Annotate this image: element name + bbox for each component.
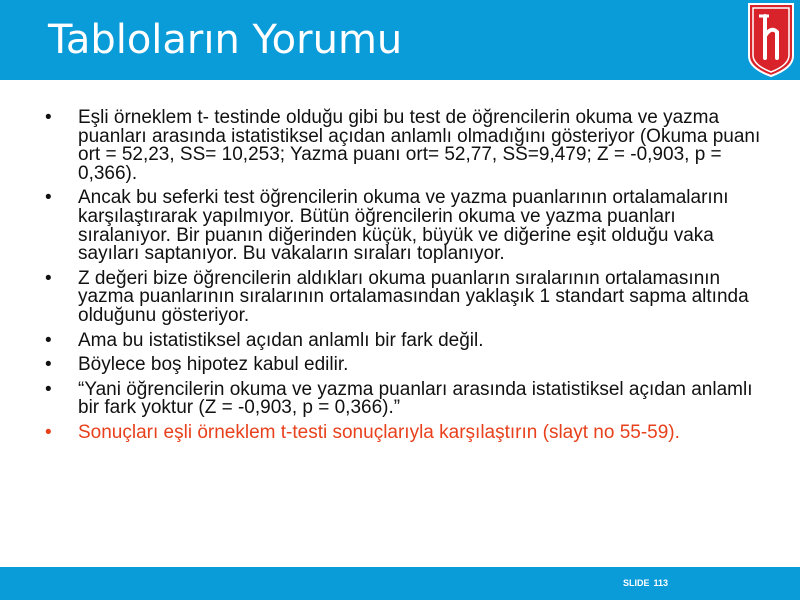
- bullet-marker: •: [45, 267, 52, 289]
- bullet-list: [45, 109, 765, 449]
- bullet-marker: •: [45, 187, 52, 209]
- bullet-item: [45, 267, 765, 326]
- bullet-item: [45, 378, 765, 419]
- bullet-text: Eşli örneklem t- testinde olduğu gibi bu test de öğrencilerin okuma ve yazma puanları arasında istatistiksel açıdan anlamlı olmadığını gösteriyor (Okuma puanı ort = 52,23, SS= 10,253; Yazma puanı ort= 52,77, SS=9,479; Z = -0,903, p = 0,366).: [78, 107, 761, 184]
- bullet-item: [45, 189, 765, 263]
- bullet-text: “Yani öğrencilerin okuma ve yazma puanları arasında istatistiksel açıdan anlamlı bir fark yoktur (Z = -0,903, p = 0,366).”: [78, 378, 753, 419]
- bullet-marker: •: [45, 329, 52, 351]
- university-logo-icon: [745, 2, 797, 78]
- slide-number-value: 113: [653, 578, 668, 588]
- bullet-marker: •: [45, 421, 52, 443]
- slide-title: Tabloların Yorumu: [48, 17, 403, 63]
- slide-number: [623, 578, 672, 588]
- header-bar: [0, 0, 800, 80]
- footer-bar: [0, 567, 800, 600]
- bullet-text: Ancak bu seferki test öğrencilerin okuma ve yazma puanlarının ortalamalarını karşılaştırarak yapılmıyor. Bütün öğrencilerin okuma ve yazma puanları sıralanıyor. Bir puanın diğerinden küçük, büyük ve diğerine eşit olduğu vaka sayıları saptanıyor. Bu vakaların sıraları toplanıyor.: [78, 187, 729, 265]
- bullet-marker: •: [45, 378, 52, 400]
- bullet-text: Böylece boş hipotez kabul edilir.: [78, 354, 349, 376]
- bullet-item-highlight: [45, 421, 765, 443]
- bullet-item: [45, 356, 765, 375]
- bullet-item: [45, 329, 765, 351]
- slide-label: SLIDE: [622, 578, 650, 588]
- bullet-text: Z değeri bize öğrencilerin aldıkları okuma puanların sıralarının ortalamasının yazma puanlarının sıralarının ortalamasından yaklaşık 1 standart sapma altında olduğunu gösteriyor.: [78, 267, 749, 326]
- bullet-marker: •: [45, 354, 52, 376]
- bullet-marker: •: [45, 107, 52, 128]
- bullet-text: Sonuçları eşli örneklem t-testi sonuçlarıyla karşılaştırın (slayt no 55-59).: [78, 421, 680, 443]
- bullet-text: Ama bu istatistiksel açıdan anlamlı bir fark değil.: [78, 329, 484, 351]
- bullet-item: [45, 109, 765, 183]
